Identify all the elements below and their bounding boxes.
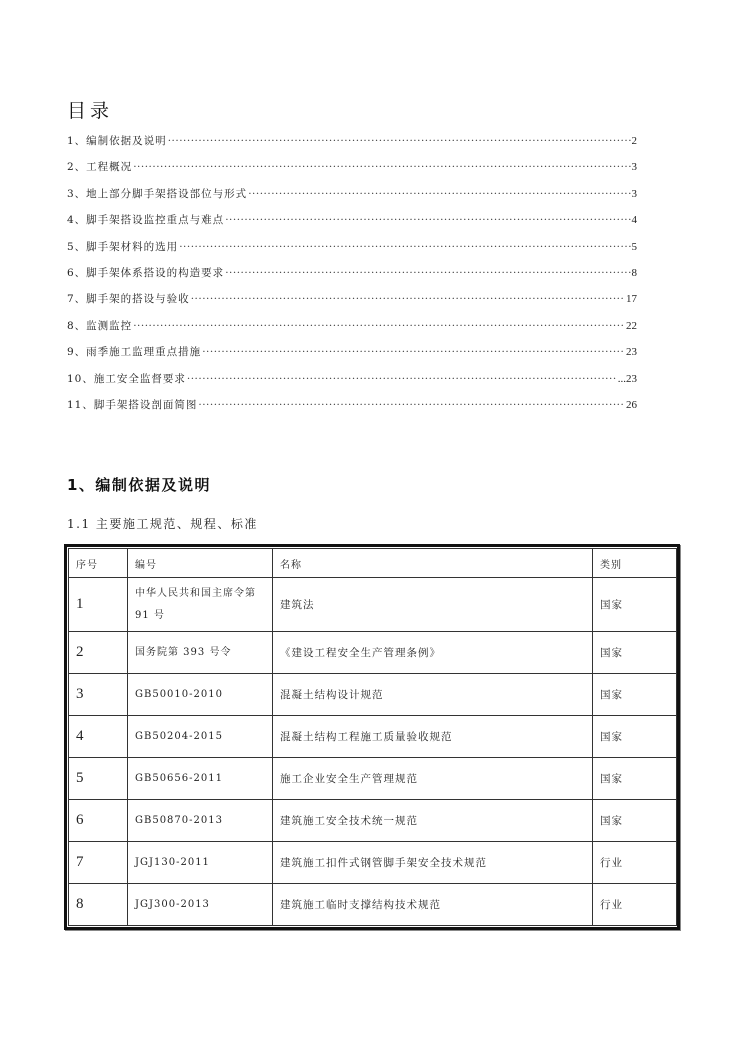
table-of-contents <box>67 133 637 423</box>
cell-category: 国家 <box>593 800 677 842</box>
section-subheading: 1.1 主要施工规范、规程、标准 <box>67 517 258 531</box>
cell-code: 中华人民共和国主席令第 91 号 <box>128 578 273 632</box>
toc-leader-dots <box>179 241 630 253</box>
table-row <box>69 632 677 674</box>
toc-leader-dots <box>225 267 630 279</box>
toc-leader-dots <box>187 373 617 385</box>
toc-leader-dots <box>225 214 630 226</box>
toc-item-label: 9、雨季施工监理重点措施 <box>67 346 202 359</box>
cell-category: 国家 <box>593 632 677 674</box>
toc-item[interactable] <box>67 159 637 185</box>
toc-item[interactable] <box>67 397 637 423</box>
cell-code: GB50870-2013 <box>128 800 273 842</box>
cell-category: 国家 <box>593 578 677 632</box>
cell-name: 混凝土结构设计规范 <box>273 674 593 716</box>
toc-leader-dots <box>191 293 625 305</box>
cell-no: 2 <box>69 632 128 674</box>
cell-code: GB50204-2015 <box>128 716 273 758</box>
toc-item[interactable] <box>67 133 637 159</box>
cell-code: GB50010-2010 <box>128 674 273 716</box>
toc-title: 目录 <box>67 100 114 122</box>
standards-table <box>64 544 680 930</box>
cell-no: 7 <box>69 842 128 884</box>
column-header-no: 序号 <box>69 549 128 578</box>
toc-item[interactable] <box>67 186 637 212</box>
toc-leader-dots <box>198 399 625 411</box>
toc-item-label: 3、地上部分脚手架搭设部位与形式 <box>67 187 248 200</box>
toc-item-page: 3 <box>631 161 637 174</box>
cell-category: 国家 <box>593 716 677 758</box>
cell-category: 行业 <box>593 842 677 884</box>
cell-no: 4 <box>69 716 128 758</box>
cell-name: 施工企业安全生产管理规范 <box>273 758 593 800</box>
table-row <box>69 842 677 884</box>
cell-code: JGJ130-2011 <box>128 842 273 884</box>
toc-item-page: 4 <box>631 214 637 227</box>
section-heading: 1、编制依据及说明 <box>67 476 211 494</box>
toc-item[interactable] <box>67 291 637 317</box>
cell-category: 国家 <box>593 674 677 716</box>
column-header-category: 类别 <box>593 549 677 578</box>
column-header-name: 名称 <box>273 549 593 578</box>
toc-item-page: 26 <box>626 398 637 411</box>
toc-item[interactable] <box>67 265 637 291</box>
table-row <box>69 674 677 716</box>
cell-no: 6 <box>69 800 128 842</box>
toc-item-page: 5 <box>631 240 637 253</box>
table-row <box>69 758 677 800</box>
table-row <box>69 716 677 758</box>
cell-name: 建筑法 <box>273 578 593 632</box>
toc-item-label: 5、脚手架材料的选用 <box>67 240 179 253</box>
table-row <box>69 800 677 842</box>
cell-code: JGJ300-2013 <box>128 884 273 926</box>
toc-item-page: 8 <box>631 266 637 279</box>
toc-leader-dots <box>133 320 625 332</box>
toc-item-label: 10、施工安全监督要求 <box>67 372 186 385</box>
toc-leader-dots <box>133 161 630 173</box>
toc-item-label: 7、脚手架的搭设与验收 <box>67 293 190 306</box>
toc-item-label: 8、监测监控 <box>67 319 133 332</box>
toc-item-page: 2 <box>631 135 637 147</box>
cell-no: 1 <box>69 578 128 632</box>
toc-item-page: 23 <box>626 346 637 359</box>
toc-item[interactable] <box>67 239 637 265</box>
toc-item-label: 11、脚手架搭设剖面简图 <box>67 398 198 411</box>
table-row <box>69 578 677 632</box>
toc-item-label: 1、编制依据及说明 <box>67 135 167 147</box>
cell-name: 建筑施工扣件式钢管脚手架安全技术规范 <box>273 842 593 884</box>
toc-leader-dots <box>168 135 631 147</box>
toc-item-page: ...23 <box>617 372 637 385</box>
cell-no: 3 <box>69 674 128 716</box>
table-row <box>69 884 677 926</box>
cell-code: 国务院第 393 号令 <box>128 632 273 674</box>
toc-leader-dots <box>248 188 630 200</box>
cell-name: 建筑施工临时支撑结构技术规范 <box>273 884 593 926</box>
toc-item-page: 22 <box>626 319 637 332</box>
toc-item-page: 3 <box>631 187 637 200</box>
cell-name: 《建设工程安全生产管理条例》 <box>273 632 593 674</box>
toc-item[interactable] <box>67 318 637 344</box>
toc-item-label: 6、脚手架体系搭设的构造要求 <box>67 266 225 279</box>
toc-leader-dots <box>202 346 625 358</box>
cell-code: GB50656-2011 <box>128 758 273 800</box>
cell-no: 5 <box>69 758 128 800</box>
table-header-row <box>69 549 677 578</box>
cell-name: 建筑施工安全技术统一规范 <box>273 800 593 842</box>
toc-item[interactable] <box>67 212 637 238</box>
cell-no: 8 <box>69 884 128 926</box>
toc-item-page: 17 <box>626 293 637 306</box>
toc-item[interactable] <box>67 371 637 397</box>
cell-category: 行业 <box>593 884 677 926</box>
toc-item[interactable] <box>67 344 637 370</box>
cell-name: 混凝土结构工程施工质量验收规范 <box>273 716 593 758</box>
cell-category: 国家 <box>593 758 677 800</box>
column-header-code: 编号 <box>128 549 273 578</box>
toc-item-label: 4、脚手架搭设监控重点与难点 <box>67 214 225 227</box>
toc-item-label: 2、工程概况 <box>67 161 133 174</box>
